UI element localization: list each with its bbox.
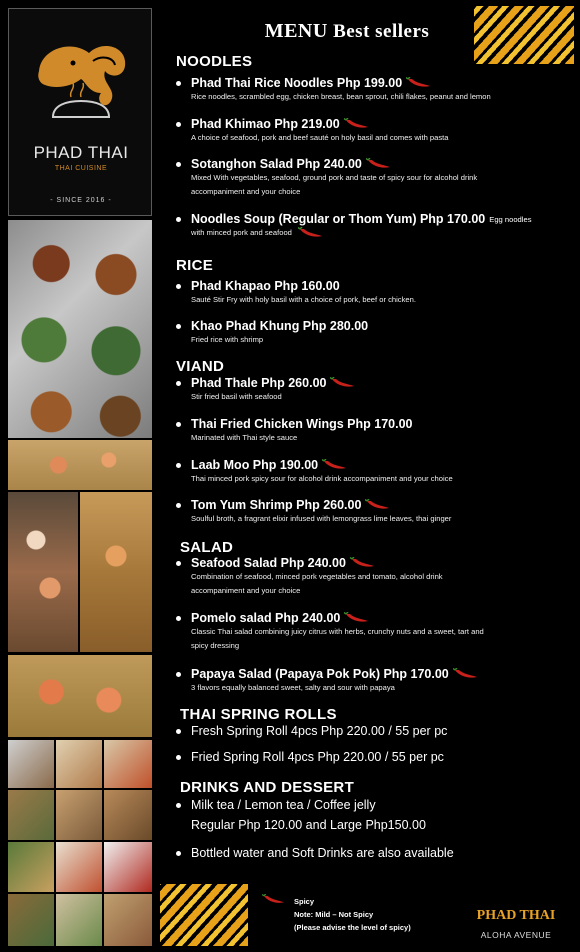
chili-pepper-icon — [262, 894, 286, 905]
menu-item-phad-thai — [172, 76, 572, 104]
bullet-dot — [176, 561, 181, 566]
bullet-dot — [176, 803, 181, 808]
logo-panel — [8, 8, 152, 216]
food-photo-grid-2 — [56, 740, 102, 788]
food-photo-fried-rice — [8, 440, 152, 490]
menu-item-chicken-wings — [172, 417, 572, 445]
item-name: Phad Thai Rice Noodles Php 199.00 — [191, 76, 403, 90]
section-salad: SALAD — [180, 539, 234, 556]
item-description: Mixed With vegetables, seafood, ground pork and taste of spicy sour for alcohol drink — [191, 173, 478, 182]
item-price: Regular Php 120.00 and Large Php150.00 — [191, 818, 426, 832]
item-description: Thai minced pork spicy sour for alcohol drink accompaniment and your choice — [191, 474, 453, 483]
menu-item-fried-spring-roll — [172, 750, 572, 764]
food-photo-grid-10 — [8, 894, 54, 946]
item-name: Phad Khimao Php 219.00 — [191, 117, 340, 131]
bullet-dot — [176, 381, 181, 386]
item-name: Milk tea / Lemon tea / Coffee jelly — [191, 798, 376, 812]
chili-pepper-icon — [344, 118, 370, 130]
item-name: Pomelo salad Php 240.00 — [191, 611, 341, 625]
food-photo-grid-4 — [8, 790, 54, 840]
item-name: Phad Thale Php 260.00 — [191, 376, 327, 390]
section-viand: VIAND — [176, 358, 225, 375]
bullet-dot — [176, 463, 181, 468]
item-description-cont: with minced pork and seafood — [191, 228, 292, 237]
chili-pepper-icon — [350, 557, 376, 569]
item-description-cont: accompaniment and your choice — [191, 187, 301, 196]
section-drinks: DRINKS AND DESSERT — [180, 779, 355, 796]
bullet-dot — [176, 81, 181, 86]
section-spring-rolls: THAI SPRING ROLLS — [180, 706, 337, 723]
chili-pepper-icon — [298, 227, 324, 239]
item-description-inline: Egg noodles — [489, 214, 532, 224]
item-name: Phad Khapao Php 160.00 — [191, 279, 340, 293]
menu-title-part2: Best sellers — [333, 21, 430, 42]
since-label: - SINCE 2016 - — [50, 197, 112, 204]
item-description — [172, 226, 577, 240]
legend-advise: (Please advise the level of spicy) — [294, 923, 411, 932]
chili-pepper-icon — [365, 499, 391, 511]
item-name: Khao Phad Khung Php 280.00 — [191, 319, 369, 333]
food-photo-grid-1 — [8, 740, 54, 788]
food-photo-grid-5 — [56, 790, 102, 840]
item-name: Thai Fried Chicken Wings Php 170.00 — [191, 417, 413, 431]
bullet-dot — [176, 284, 181, 289]
item-name: Seafood Salad Php 240.00 — [191, 556, 346, 570]
bullet-dot — [176, 217, 181, 222]
bullet-dot — [176, 616, 181, 621]
bullet-dot — [176, 851, 181, 856]
item-description: Combination of seafood, minced pork vegetables and tomato, alcohol drink — [191, 572, 443, 581]
food-photo-pasta — [80, 492, 152, 652]
menu-title — [232, 20, 462, 43]
item-name: Laab Moo Php 190.00 — [191, 458, 319, 472]
item-description: A choice of seafood, pork and beef sauté on holy basil and comes with pasta — [191, 133, 449, 142]
chili-pepper-icon — [330, 377, 356, 389]
menu-item-bottled-water — [172, 846, 572, 860]
item-name: Fried Spring Roll 4pcs Php 220.00 / 55 per pc — [191, 750, 444, 764]
bullet-dot — [176, 503, 181, 508]
brand-subtitle: THAI CUISINE — [54, 165, 108, 172]
food-photo-grid-12 — [104, 894, 152, 946]
chili-pepper-icon — [344, 612, 370, 624]
bullet-dot — [176, 324, 181, 329]
menu-item-papaya-salad — [172, 667, 572, 695]
legend-spicy: Spicy — [294, 897, 315, 906]
food-photo-trays — [8, 220, 152, 438]
food-photo-shrimp-noodles — [8, 655, 152, 737]
menu-item-seafood-salad — [172, 556, 572, 598]
footer-location: ALOHA AVENUE — [480, 930, 552, 940]
section-noodles: NOODLES — [176, 53, 253, 70]
item-description-cont: accompaniment and your choice — [191, 586, 301, 595]
food-photo-grid-3 — [104, 740, 152, 788]
food-photo-grid-8 — [56, 842, 102, 892]
item-description: Marinated with Thai style sauce — [191, 433, 298, 442]
menu-item-phad-thale — [172, 376, 572, 404]
food-photo-grid-6 — [104, 790, 152, 840]
bullet-dot — [176, 422, 181, 427]
food-photo-seafood-soup — [8, 492, 78, 652]
menu-title-part1: MENU — [264, 20, 328, 42]
decorative-stripes-bottom — [160, 884, 248, 946]
footer-brand-name: PHAD THAI — [476, 908, 556, 923]
menu-item-fresh-spring-roll — [172, 724, 572, 738]
menu-item-phad-khimao — [172, 117, 572, 145]
item-name: Fresh Spring Roll 4pcs Php 220.00 / 55 per pc — [191, 724, 448, 738]
brand-name: PHAD THAI — [33, 143, 129, 162]
item-description: Fried rice with shrimp — [191, 335, 264, 344]
item-description: Stir fried basil with seafood — [191, 392, 282, 401]
item-description: Sauté Stir Fry with holy basil with a choice of pork, beef or chicken. — [191, 295, 416, 304]
chili-pepper-icon — [322, 459, 348, 471]
item-description: 3 flavors equally balanced sweet, salty and sour with papaya — [191, 683, 395, 692]
item-description: Rice noodles, scrambled egg, chicken breast, bean sprout, chili flakes, peanut and lemon — [191, 92, 491, 101]
food-photo-grid-7 — [8, 842, 54, 892]
bullet-dot — [176, 729, 181, 734]
bullet-dot — [176, 162, 181, 167]
legend-note: Note: Mild – Not Spicy — [294, 910, 374, 919]
menu-item-laab-moo — [172, 458, 572, 486]
chili-pepper-icon — [366, 158, 392, 170]
bullet-dot — [176, 755, 181, 760]
menu-item-noodles-soup — [172, 212, 577, 240]
decorative-stripes-top — [474, 6, 574, 64]
menu-item-tom-yum — [172, 498, 572, 526]
food-photo-grid-11 — [56, 894, 102, 946]
item-description: Soulful broth, a fragrant elixir infused with lemongrass lime leaves, thai ginger — [191, 514, 452, 523]
chili-pepper-icon — [406, 77, 432, 89]
chili-pepper-icon — [453, 668, 479, 680]
item-description-cont: spicy dressing — [191, 641, 240, 650]
menu-item-teas — [172, 798, 572, 832]
menu-item-phad-khapao — [172, 279, 572, 307]
menu-item-pomelo-salad — [172, 611, 572, 653]
food-photo-grid-9 — [104, 842, 152, 892]
menu-item-khao-phad — [172, 319, 572, 347]
item-name: Tom Yum Shrimp Php 260.00 — [191, 498, 362, 512]
item-name: Papaya Salad (Papaya Pok Pok) Php 170.00 — [191, 667, 449, 681]
bullet-dot — [176, 672, 181, 677]
item-description: Classic Thai salad combining juicy citrus with herbs, crunchy nuts and a sweet, tart and — [191, 627, 484, 636]
item-name: Noodles Soup (Regular or Thom Yum) Php 170.00 — [191, 212, 486, 226]
item-name: Sotanghon Salad Php 240.00 — [191, 157, 362, 171]
menu-item-sotanghon — [172, 157, 572, 199]
section-rice: RICE — [176, 257, 214, 274]
item-name: Bottled water and Soft Drinks are also available — [191, 846, 454, 860]
bullet-dot — [176, 122, 181, 127]
elephant-logo-icon — [31, 31, 131, 131]
